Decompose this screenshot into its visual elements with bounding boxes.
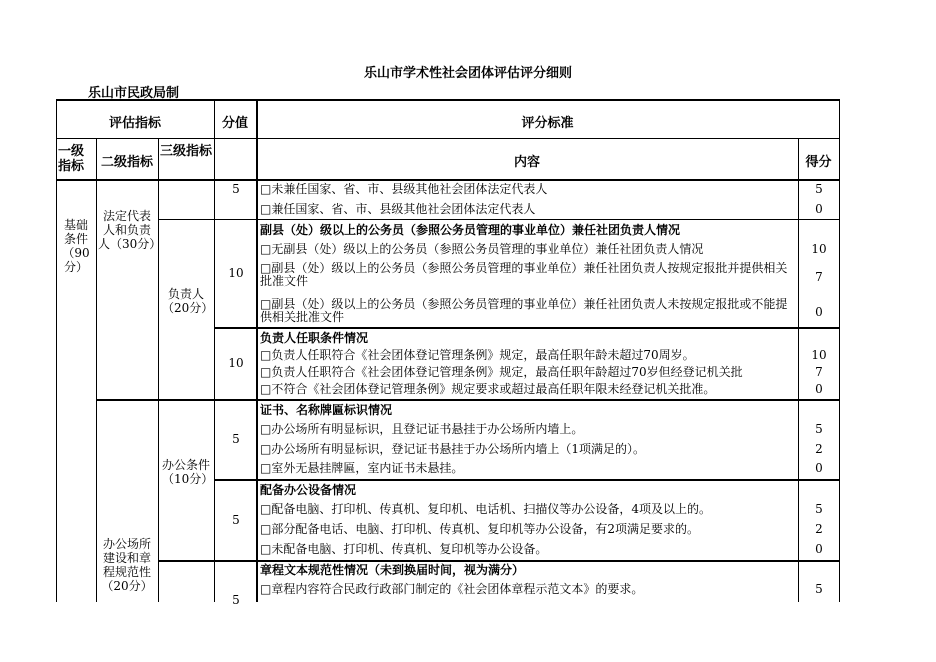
header-content: 内容	[513, 155, 540, 170]
score-cell: 5	[815, 582, 823, 596]
level2-office: 办公场所建设和章程规范性（20分）	[101, 537, 153, 593]
criteria-item: □未配备电脑、打印机、传真机、复印机等办公设备。	[260, 542, 548, 556]
score-cell: 7	[815, 365, 823, 379]
issuer-label: 乐山市民政局制	[88, 86, 180, 101]
value-cell: 10	[228, 356, 244, 370]
value-cell: 5	[232, 432, 240, 446]
value-cell: 10	[228, 266, 244, 280]
value-cell: 5	[232, 593, 240, 607]
criteria-item: □负责人任职符合《社会团体登记管理条例》规定，最高任职年龄超过70岁但经登记机关批	[260, 365, 743, 379]
header-level1: 一级指标	[58, 144, 85, 174]
criteria-item: □兼任国家、省、市、县级其他社会团体法定代表人	[260, 202, 536, 216]
criteria-group-title: 证书、名称牌匾标识情况	[260, 403, 393, 417]
level3-office-conditions: 办公条件（10分）	[162, 458, 214, 486]
score-cell: 0	[815, 382, 823, 396]
score-cell: 5	[815, 422, 823, 436]
score-cell: 0	[815, 202, 823, 216]
header-level2: 二级指标	[100, 155, 153, 170]
score-cell: 10	[811, 348, 827, 362]
score-cell: 5	[815, 502, 823, 516]
header-value: 分值	[221, 116, 248, 131]
score-cell: 2	[815, 522, 823, 536]
value-cell: 5	[232, 513, 240, 527]
criteria-group-title: 章程文本规范性情况（未到换届时间，视为满分）	[260, 563, 525, 577]
score-cell: 0	[815, 542, 823, 556]
score-cell: 2	[815, 442, 823, 456]
score-cell: 10	[811, 242, 827, 256]
criteria-item: □副县（处）级以上的公务员（参照公务员管理的事业单位）兼任社团负责人未按规定报批或不能提供相关批准文件	[260, 298, 788, 324]
criteria-item: □配备电脑、打印机、传真机、复印机、电话机、扫描仪等办公设备，4项及以上的。	[260, 502, 711, 516]
criteria-item: □负责人任职符合《社会团体登记管理条例》规定，最高任职年龄未超过70周岁。	[260, 348, 695, 362]
header-criteria: 评分标准	[521, 116, 574, 131]
criteria-group-title: 负责人任职条件情况	[260, 331, 369, 345]
score-cell: 0	[815, 305, 823, 319]
level2-representative: 法定代表人和负责人（30分）	[98, 209, 162, 251]
criteria-item: □章程内容符合民政行政部门制定的《社会团体章程示范文本》的要求。	[260, 582, 644, 596]
criteria-item: □室外无悬挂牌匾，室内证书未悬挂。	[260, 461, 464, 475]
criteria-item: □副县（处）级以上的公务员（参照公务员管理的事业单位）兼任社团负责人按规定报批并提供相关批准文件	[260, 262, 788, 288]
criteria-item: □办公场所有明显标识，登记证书悬挂于办公场所内墙上（1项满足的）。	[260, 442, 645, 456]
header-level3: 三级指标	[160, 144, 213, 159]
header-eval-index: 评估指标	[108, 116, 161, 131]
value-cell: 5	[232, 182, 240, 196]
criteria-item: □部分配备电话、电脑、打印机、传真机、复印机等办公设备，有2项满足要求的。	[260, 522, 699, 536]
score-cell: 5	[815, 182, 823, 196]
header-score: 得分	[805, 155, 832, 170]
score-cell: 0	[815, 461, 823, 475]
criteria-item: □不符合《社会团体登记管理条例》规定要求或超过最高任职年限未经登记机关批准。	[260, 382, 716, 396]
level3-leader: 负责人（20分）	[162, 287, 214, 315]
criteria-item: □无副县（处）级以上的公务员（参照公务员管理的事业单位）兼任社团负责人情况	[260, 242, 704, 256]
page-title: 乐山市学术性社会团体评估评分细则	[363, 66, 572, 81]
criteria-group-title: 副县（处）级以上的公务员（参照公务员管理的事业单位）兼任社团负责人情况	[260, 223, 681, 237]
level1-basic: 基础条件（90分）	[62, 218, 90, 274]
criteria-item: □办公场所有明显标识，且登记证书悬挂于办公场所内墙上。	[260, 422, 584, 436]
criteria-item: □未兼任国家、省、市、县级其他社会团体法定代表人	[260, 182, 548, 196]
score-cell: 7	[815, 270, 823, 284]
criteria-group-title: 配备办公设备情况	[260, 483, 357, 497]
